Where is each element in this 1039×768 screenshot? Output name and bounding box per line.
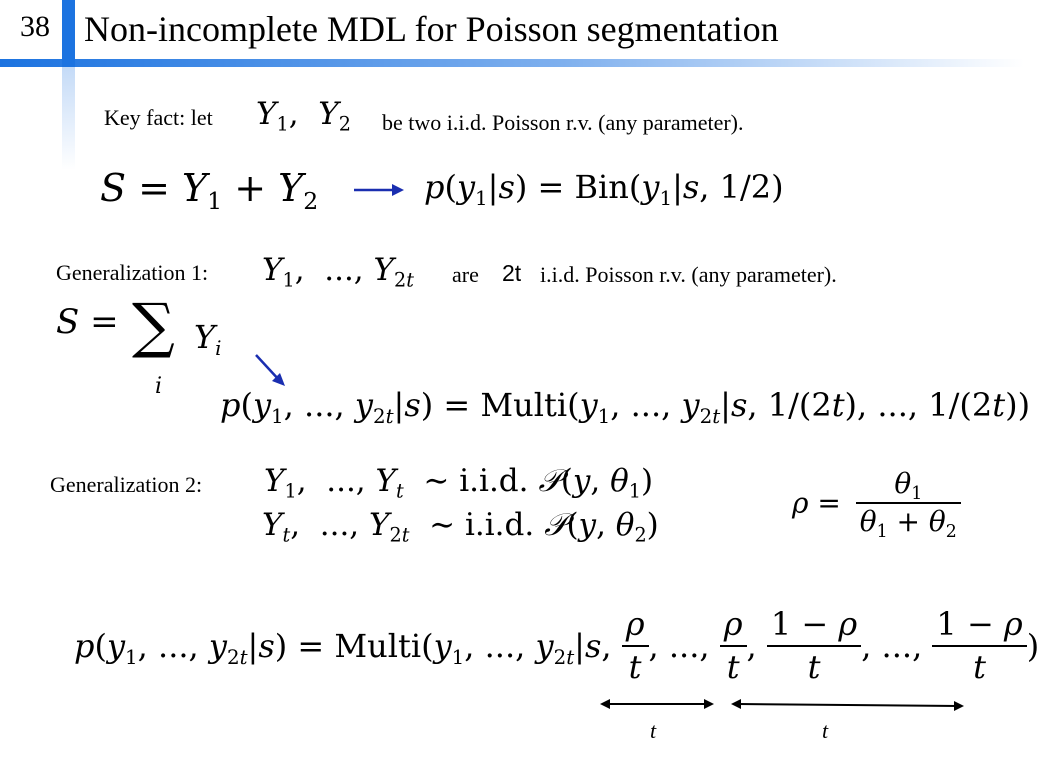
sum-symbol: ∑ [132,291,175,361]
generalization1-suffix: i.i.d. Poisson r.v. (any parameter). [540,262,837,287]
multinomial-formula-2: $p(y_1$, ..., $y_{2t}|s$) = $Multi(y_1$, ..., $y_{2t}|s$, $\frac{\rho}{t}$ , ..., $\frac{\rho}{t}$ , $\frac{1 - \rho}{t}$ , ..., $\frac{1 - \rho}{t}$ ) [74,605,1039,686]
diagonal-arrow-icon [250,350,290,390]
header-horizontal-bar [0,59,1024,67]
multinomial-formula-1: $p(y_1$, ..., $y_{2t}|s$) = $Multi(y_1$, ..., $y_{2t}|s$, 1/(2t), ..., 1/(2t)) [220,386,1031,428]
sum-term: $Y_i$ [194,318,222,360]
slide-number: 38 [20,10,50,43]
generalization2-label: Generalization 2: [50,472,203,497]
span-label-2: t [822,718,829,743]
sum-two-formula: $S = Y_1 + Y_2$ [100,166,319,216]
key-fact-vars: $Y_1$, $Y_2$ [256,96,351,136]
generalization1-label: Generalization 1: [56,260,209,285]
rho-definition: ρ = $\frac{\theta_1}{\theta_1 + \theta_2}$ [792,468,961,538]
generalization1-count: 2t [502,260,522,286]
binomial-formula: $p(y_1|s) = Bin(y_1|s$, 1/2) [424,168,784,210]
slide-title: Non-incomplete MDL for Poisson segmentation [84,9,779,49]
sum-index: i [155,374,163,399]
generalization1-vars: $Y_1$, ..., $Y_{2t}$ [262,252,414,292]
span-arrows [598,694,968,714]
generalization2-line1: $Y_1$, ..., $Y_t$ ∼ i.i.d. 𝒫(y, $\theta_1$) [264,463,654,503]
generalization1-are: are [452,262,479,287]
sum-formula: S = [56,302,119,342]
key-fact-suffix: be two i.i.d. Poisson r.v. (any parameter). [382,110,744,135]
key-fact-prefix: Key fact: let [104,105,213,130]
span-label-1: t [650,718,657,743]
generalization2-line2: $Y_t$, ..., $Y_{2t}$ ∼ i.i.d. 𝒫(y, $\theta_2$) [262,507,659,547]
right-arrow-icon [352,180,408,200]
